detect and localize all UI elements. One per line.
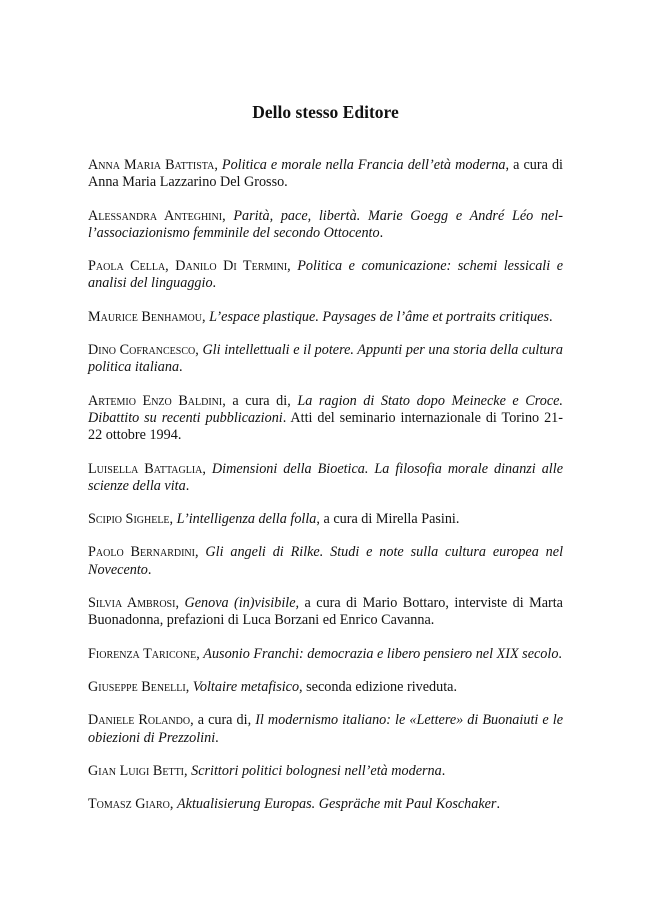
entry-prefix: , bbox=[214, 157, 222, 173]
bibliography-entry bbox=[88, 763, 563, 780]
entry-suffix: . bbox=[179, 359, 183, 376]
entry-work-title: Il modernismo italiano: le «Lettere» di Buonaiuti e le obiezioni di Prezzolini bbox=[88, 712, 563, 746]
entry-work-title: La ragion di Stato dopo Meinecke e Croce. Dibattito su recenti pubblicazioni bbox=[88, 392, 563, 426]
entry-suffix: . Atti del seminario internazionale di Torino 21-22 ottobre 1994. bbox=[88, 409, 563, 444]
entry-prefix: , bbox=[201, 308, 210, 325]
entry-author: Giuseppe Benelli bbox=[88, 678, 186, 695]
entry-prefix: , bbox=[202, 460, 212, 477]
entry-author: Anna Maria Battista bbox=[88, 157, 215, 173]
entry-work-title: Politica e morale nella Francia dell’età moderna bbox=[221, 157, 506, 173]
entry-prefix: , bbox=[195, 342, 203, 359]
bibliography-entry bbox=[88, 309, 563, 326]
bibliography-entry bbox=[88, 393, 563, 445]
entry-author: Paola Cella, Danilo Di Termini bbox=[88, 258, 288, 275]
entry-prefix: , bbox=[175, 595, 185, 612]
entry-author: Paolo Bernardini bbox=[88, 544, 195, 561]
entry-prefix: , bbox=[169, 511, 177, 528]
entry-suffix: , a cura di Mirella Pasini. bbox=[316, 511, 460, 528]
entry-suffix: . bbox=[212, 275, 217, 292]
entry-author: Maurice Benhamou bbox=[88, 308, 202, 325]
entry-author: Scipio Sighele bbox=[88, 511, 170, 528]
bibliography-entry bbox=[88, 208, 563, 243]
bibliography-entry bbox=[88, 796, 563, 813]
bibliography-entry bbox=[88, 712, 563, 747]
entry-suffix: seconda edizione riveduta. bbox=[302, 678, 458, 695]
page-title: Dello stesso Editore bbox=[252, 102, 399, 122]
bibliography-list bbox=[88, 157, 563, 829]
bibliography-entry bbox=[88, 258, 563, 293]
entry-prefix: , bbox=[222, 207, 234, 224]
entry-prefix: , bbox=[196, 645, 204, 662]
entry-prefix: , a cura di, bbox=[222, 392, 298, 409]
bibliography-entry bbox=[88, 646, 563, 663]
entry-author: Gian Luigi Betti bbox=[88, 762, 185, 779]
bibliography-entry bbox=[88, 511, 563, 528]
entry-suffix: . bbox=[379, 224, 384, 241]
entry-suffix: . bbox=[185, 477, 190, 494]
entry-author: Tomasz Giaro bbox=[88, 796, 170, 813]
entry-prefix: , bbox=[185, 678, 193, 695]
entry-prefix: , bbox=[184, 762, 192, 779]
entry-author: Silvia Ambrosi bbox=[88, 595, 176, 612]
bibliography-entry bbox=[88, 157, 563, 192]
entry-work-title: Gli angeli di Rilke. Studi e note sulla cultura europea nel Novecento bbox=[88, 544, 564, 578]
entry-prefix: , bbox=[287, 258, 298, 275]
entry-suffix: . bbox=[147, 561, 152, 578]
bibliography-entry bbox=[88, 595, 563, 630]
entry-work-title: L’espace plastique. Paysages de l’âme et portraits critiques bbox=[209, 308, 549, 325]
entry-suffix: . bbox=[496, 796, 501, 813]
entry-prefix: , bbox=[169, 796, 178, 813]
entry-work-title: Parità, pace, libertà. Marie Goegg e André Léo nell’associazionismo femminile del secondo Ottocento bbox=[88, 207, 563, 241]
entry-suffix: . bbox=[558, 645, 562, 662]
bibliography-entry bbox=[88, 679, 563, 696]
entry-work-title: Politica e comunicazione: schemi lessicali e analisi del linguaggio bbox=[88, 258, 564, 292]
entry-suffix: a cura di Mario Bottaro, interviste di Marta Buonadonna, prefazioni di Luca Borzani ed Enrico Cavanna. bbox=[88, 595, 563, 629]
entry-prefix: , bbox=[194, 544, 206, 561]
entry-author: Daniele Rolando bbox=[88, 712, 191, 729]
entry-work-title: Voltaire metafisico, bbox=[192, 678, 303, 695]
entry-suffix: , a cura di Anna Maria Lazzarino Del Grosso. bbox=[88, 157, 563, 191]
entry-work-title: Gli intellettuali e il potere. Appunti per una storia della cultura politica italiana bbox=[88, 342, 564, 376]
entry-author: Fiorenza Taricone bbox=[88, 645, 197, 662]
entry-author: Artemio Enzo Baldini bbox=[88, 392, 223, 409]
entry-author: Luisella Battaglia bbox=[88, 460, 203, 477]
entry-author: Alessandra Anteghini bbox=[88, 207, 223, 224]
entry-work-title: L’intelligenza della folla bbox=[176, 511, 317, 528]
entry-suffix: . bbox=[215, 729, 219, 746]
entry-suffix: . bbox=[441, 762, 446, 779]
bibliography-entry bbox=[88, 461, 563, 496]
entry-suffix: . bbox=[548, 308, 553, 325]
entry-prefix: , a cura di, bbox=[190, 712, 256, 729]
entry-author: Dino Cofrancesco bbox=[88, 342, 196, 359]
bibliography-entry bbox=[88, 342, 563, 377]
entry-work-title: Ausonio Franchi: democrazia e libero pensiero nel XIX secolo bbox=[203, 645, 559, 662]
entry-work-title: Genova (in)visibile, bbox=[184, 595, 300, 612]
entry-work-title: Dimensioni della Bioetica. La filosofia morale dinanzi alle scienze della vita bbox=[88, 460, 563, 494]
entry-work-title: Aktualisierung Europas. Gespräche mit Paul Koschaker bbox=[177, 796, 497, 813]
entry-work-title: Scrittori politici bolognesi nell’età moderna bbox=[191, 762, 442, 779]
bibliography-entry bbox=[88, 544, 563, 579]
